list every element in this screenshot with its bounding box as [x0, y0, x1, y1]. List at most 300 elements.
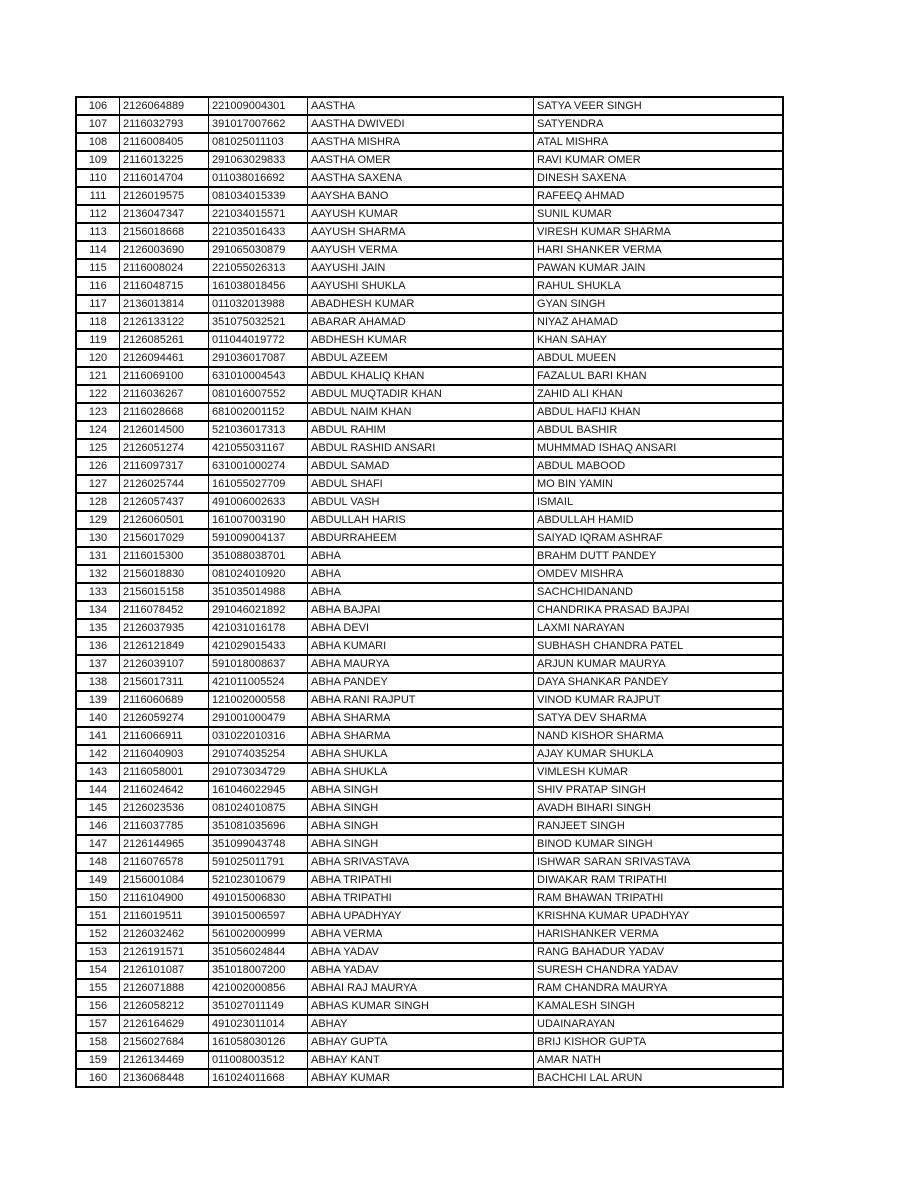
table-row [76, 727, 783, 745]
table-cell: MUHMMAD ISHAQ ANSARI [534, 439, 784, 457]
table-cell: 521036017313 [209, 421, 308, 439]
table-cell: AAYSHA BANO [308, 187, 534, 205]
table-cell: 118 [76, 313, 120, 331]
table-row [76, 1033, 783, 1051]
table-cell: ABHA SHUKLA [308, 745, 534, 763]
table-cell: ABHA TRIPATHI [308, 871, 534, 889]
table-cell: PAWAN KUMAR JAIN [534, 259, 784, 277]
table-cell: 2116104900 [120, 889, 209, 907]
table-cell: 2126039107 [120, 655, 209, 673]
table-cell: ABDUL RAHIM [308, 421, 534, 439]
table-cell: 291001000479 [209, 709, 308, 727]
table-row [76, 763, 783, 781]
table-cell: SUNIL KUMAR [534, 205, 784, 223]
table-cell: 2116060689 [120, 691, 209, 709]
table-cell: 081034015339 [209, 187, 308, 205]
table-cell: 2126023536 [120, 799, 209, 817]
table-row [76, 835, 783, 853]
table-cell: 081024010875 [209, 799, 308, 817]
table-row [76, 943, 783, 961]
table-cell: 2116078452 [120, 601, 209, 619]
table-cell: 106 [76, 97, 120, 115]
table-row [76, 547, 783, 565]
table-cell: AMAR NATH [534, 1051, 784, 1069]
table-cell: ABDULLAH HAMID [534, 511, 784, 529]
table-cell: SURESH CHANDRA YADAV [534, 961, 784, 979]
table-cell: 2116008405 [120, 133, 209, 151]
table-cell: AAYUSHI SHUKLA [308, 277, 534, 295]
table-row [76, 565, 783, 583]
records-table-body [76, 97, 783, 1087]
table-cell: ABHAI RAJ MAURYA [308, 979, 534, 997]
table-cell: 123 [76, 403, 120, 421]
table-cell: NIYAZ AHAMAD [534, 313, 784, 331]
table-cell: 2126058212 [120, 997, 209, 1015]
table-cell: RAFEEQ AHMAD [534, 187, 784, 205]
table-cell: 2116069100 [120, 367, 209, 385]
records-table [75, 96, 784, 1088]
table-cell: 117 [76, 295, 120, 313]
table-cell: 2126101087 [120, 961, 209, 979]
table-cell: 081016007552 [209, 385, 308, 403]
table-cell: BRAHM DUTT PANDEY [534, 547, 784, 565]
table-cell: RANJEET SINGH [534, 817, 784, 835]
table-cell: DAYA SHANKAR PANDEY [534, 673, 784, 691]
table-cell: 151 [76, 907, 120, 925]
table-cell: 149 [76, 871, 120, 889]
table-cell: 291074035254 [209, 745, 308, 763]
table-cell: ABHA BAJPAI [308, 601, 534, 619]
table-cell: 143 [76, 763, 120, 781]
table-cell: 011032013988 [209, 295, 308, 313]
table-cell: 2136068448 [120, 1069, 209, 1087]
table-cell: 116 [76, 277, 120, 295]
table-cell: 291036017087 [209, 349, 308, 367]
table-cell: 2116040903 [120, 745, 209, 763]
table-cell: 221055026313 [209, 259, 308, 277]
table-cell: 081024010920 [209, 565, 308, 583]
table-row [76, 133, 783, 151]
table-cell: 2126025744 [120, 475, 209, 493]
table-cell: 561002000999 [209, 925, 308, 943]
table-cell: 157 [76, 1015, 120, 1033]
table-row [76, 601, 783, 619]
table-cell: SHIV PRATAP SINGH [534, 781, 784, 799]
table-cell: 421002000856 [209, 979, 308, 997]
table-cell: 142 [76, 745, 120, 763]
table-row [76, 493, 783, 511]
table-cell: KAMALESH SINGH [534, 997, 784, 1015]
table-row [76, 349, 783, 367]
table-cell: 2126014500 [120, 421, 209, 439]
table-cell: 221034015571 [209, 205, 308, 223]
table-cell: 113 [76, 223, 120, 241]
table-cell: 161055027709 [209, 475, 308, 493]
table-cell: 2126003690 [120, 241, 209, 259]
table-cell: 2116037785 [120, 817, 209, 835]
table-cell: ABHA SINGH [308, 781, 534, 799]
table-cell: ABHA SHUKLA [308, 763, 534, 781]
table-row [76, 1015, 783, 1033]
table-cell: 131 [76, 547, 120, 565]
table-cell: 291046021892 [209, 601, 308, 619]
table-row [76, 781, 783, 799]
table-cell: ABDUL SHAFI [308, 475, 534, 493]
table-cell: 2126164629 [120, 1015, 209, 1033]
table-cell: 148 [76, 853, 120, 871]
table-cell: 2126059274 [120, 709, 209, 727]
table-cell: KHAN SAHAY [534, 331, 784, 349]
table-cell: 011044019772 [209, 331, 308, 349]
table-cell: 138 [76, 673, 120, 691]
table-cell: ABDUL SAMAD [308, 457, 534, 475]
table-cell: 125 [76, 439, 120, 457]
table-row [76, 961, 783, 979]
table-cell: 112 [76, 205, 120, 223]
table-cell: ABDUL MUQTADIR KHAN [308, 385, 534, 403]
table-cell: 156 [76, 997, 120, 1015]
table-row [76, 871, 783, 889]
table-cell: AJAY KUMAR SHUKLA [534, 745, 784, 763]
table-cell: VIRESH KUMAR SHARMA [534, 223, 784, 241]
table-cell: 121002000558 [209, 691, 308, 709]
table-cell: AASTHA OMER [308, 151, 534, 169]
table-row [76, 169, 783, 187]
table-cell: ABHA [308, 583, 534, 601]
table-cell: AAYUSH VERMA [308, 241, 534, 259]
table-row [76, 673, 783, 691]
table-cell: 2116019511 [120, 907, 209, 925]
table-cell: 351081035696 [209, 817, 308, 835]
table-cell: FAZALUL BARI KHAN [534, 367, 784, 385]
table-cell: 134 [76, 601, 120, 619]
table-cell: ABDHESH KUMAR [308, 331, 534, 349]
table-row [76, 313, 783, 331]
table-cell: ABHA PANDEY [308, 673, 534, 691]
table-row [76, 853, 783, 871]
table-row [76, 475, 783, 493]
table-cell: AASTHA DWIVEDI [308, 115, 534, 133]
table-cell: 141 [76, 727, 120, 745]
table-cell: AAYUSH SHARMA [308, 223, 534, 241]
table-cell: SATYA VEER SINGH [534, 97, 784, 115]
table-cell: RAM BHAWAN TRIPATHI [534, 889, 784, 907]
table-cell: 2126191571 [120, 943, 209, 961]
table-cell: 127 [76, 475, 120, 493]
table-cell: 2136013814 [120, 295, 209, 313]
table-cell: SATYA DEV SHARMA [534, 709, 784, 727]
table-cell: 591018008637 [209, 655, 308, 673]
table-cell: 681002001152 [209, 403, 308, 421]
table-cell: 2126060501 [120, 511, 209, 529]
table-cell: 159 [76, 1051, 120, 1069]
table-row [76, 457, 783, 475]
table-cell: 110 [76, 169, 120, 187]
table-cell: 2126051274 [120, 439, 209, 457]
table-cell: ARJUN KUMAR MAURYA [534, 655, 784, 673]
table-cell: 291073034729 [209, 763, 308, 781]
table-cell: RAHUL SHUKLA [534, 277, 784, 295]
table-cell: DIWAKAR RAM TRIPATHI [534, 871, 784, 889]
table-cell: 391017007662 [209, 115, 308, 133]
table-cell: 351088038701 [209, 547, 308, 565]
table-cell: 150 [76, 889, 120, 907]
table-cell: 124 [76, 421, 120, 439]
table-cell: ABDURRAHEEM [308, 529, 534, 547]
table-row [76, 187, 783, 205]
table-cell: 2156018668 [120, 223, 209, 241]
table-row [76, 97, 783, 115]
table-cell: 2156018830 [120, 565, 209, 583]
table-cell: 2136047347 [120, 205, 209, 223]
table-cell: 011008003512 [209, 1051, 308, 1069]
table-row [76, 619, 783, 637]
table-cell: ABHA SRIVASTAVA [308, 853, 534, 871]
table-row [76, 403, 783, 421]
table-cell: AAYUSHI JAIN [308, 259, 534, 277]
table-cell: ABHA UPADHYAY [308, 907, 534, 925]
table-cell: 161058030126 [209, 1033, 308, 1051]
table-cell: BINOD KUMAR SINGH [534, 835, 784, 853]
table-cell: 2126085261 [120, 331, 209, 349]
table-row [76, 1069, 783, 1087]
table-cell: ZAHID ALI KHAN [534, 385, 784, 403]
table-cell: 146 [76, 817, 120, 835]
table-cell: 108 [76, 133, 120, 151]
table-cell: 161024011668 [209, 1069, 308, 1087]
table-cell: 107 [76, 115, 120, 133]
table-cell: ABDUL RASHID ANSARI [308, 439, 534, 457]
table-cell: BACHCHI LAL ARUN [534, 1069, 784, 1087]
table-row [76, 799, 783, 817]
table-cell: 221035016433 [209, 223, 308, 241]
table-row [76, 979, 783, 997]
table-cell: 140 [76, 709, 120, 727]
table-cell: 129 [76, 511, 120, 529]
table-cell: 2126144965 [120, 835, 209, 853]
table-cell: ABHA MAURYA [308, 655, 534, 673]
table-cell: HARI SHANKER VERMA [534, 241, 784, 259]
table-cell: 2116024642 [120, 781, 209, 799]
table-cell: 2116058001 [120, 763, 209, 781]
table-cell: 2156015158 [120, 583, 209, 601]
table-cell: ABHAY GUPTA [308, 1033, 534, 1051]
table-cell: ABHA SINGH [308, 799, 534, 817]
table-cell: 109 [76, 151, 120, 169]
table-row [76, 583, 783, 601]
table-cell: SATYENDRA [534, 115, 784, 133]
table-cell: 521023010679 [209, 871, 308, 889]
table-cell: VINOD KUMAR RAJPUT [534, 691, 784, 709]
table-cell: AASTHA [308, 97, 534, 115]
table-cell: KRISHNA KUMAR UPADHYAY [534, 907, 784, 925]
table-cell: 144 [76, 781, 120, 799]
table-row [76, 151, 783, 169]
table-cell: RAM CHANDRA MAURYA [534, 979, 784, 997]
table-cell: 2126094461 [120, 349, 209, 367]
table-cell: 421055031167 [209, 439, 308, 457]
table-row [76, 439, 783, 457]
table-cell: 155 [76, 979, 120, 997]
table-cell: UDAINARAYAN [534, 1015, 784, 1033]
table-cell: AASTHA SAXENA [308, 169, 534, 187]
table-cell: 2126071888 [120, 979, 209, 997]
table-cell: 291065030879 [209, 241, 308, 259]
table-cell: SUBHASH CHANDRA PATEL [534, 637, 784, 655]
table-row [76, 421, 783, 439]
table-cell: 2126121849 [120, 637, 209, 655]
table-cell: 132 [76, 565, 120, 583]
table-cell: 135 [76, 619, 120, 637]
table-cell: ABHA KUMARI [308, 637, 534, 655]
table-cell: 2116048715 [120, 277, 209, 295]
table-cell: GYAN SINGH [534, 295, 784, 313]
table-cell: 631010004543 [209, 367, 308, 385]
table-cell: 2116076578 [120, 853, 209, 871]
table-cell: NAND KISHOR SHARMA [534, 727, 784, 745]
table-cell: 2156001084 [120, 871, 209, 889]
table-cell: 114 [76, 241, 120, 259]
table-row [76, 529, 783, 547]
table-row [76, 277, 783, 295]
table-cell: 2116015300 [120, 547, 209, 565]
table-cell: ABHA YADAV [308, 961, 534, 979]
table-cell: 351075032521 [209, 313, 308, 331]
table-cell: 081025011103 [209, 133, 308, 151]
table-cell: ABHAY KANT [308, 1051, 534, 1069]
table-row [76, 511, 783, 529]
table-cell: 2156017029 [120, 529, 209, 547]
table-cell: ABHA TRIPATHI [308, 889, 534, 907]
table-cell: 2156027684 [120, 1033, 209, 1051]
table-cell: AAYUSH KUMAR [308, 205, 534, 223]
table-cell: SACHCHIDANAND [534, 583, 784, 601]
table-row [76, 367, 783, 385]
table-row [76, 295, 783, 313]
table-cell: 2126032462 [120, 925, 209, 943]
table-cell: 491023011014 [209, 1015, 308, 1033]
table-cell: 145 [76, 799, 120, 817]
table-cell: 161038018456 [209, 277, 308, 295]
table-cell: 2116013225 [120, 151, 209, 169]
table-cell: 421031016178 [209, 619, 308, 637]
table-cell: ABDUL AZEEM [308, 349, 534, 367]
table-cell: 2126134469 [120, 1051, 209, 1069]
table-cell: 147 [76, 835, 120, 853]
table-cell: 133 [76, 583, 120, 601]
table-cell: ABDUL HAFIJ KHAN [534, 403, 784, 421]
table-cell: 2156017311 [120, 673, 209, 691]
table-cell: 161007003190 [209, 511, 308, 529]
table-cell: ABDUL VASH [308, 493, 534, 511]
table-cell: 137 [76, 655, 120, 673]
table-cell: CHANDRIKA PRASAD BAJPAI [534, 601, 784, 619]
table-cell: 153 [76, 943, 120, 961]
table-cell: ABARAR AHAMAD [308, 313, 534, 331]
table-cell: 115 [76, 259, 120, 277]
table-cell: 119 [76, 331, 120, 349]
table-row [76, 223, 783, 241]
table-cell: 591025011791 [209, 853, 308, 871]
table-cell: 351056024844 [209, 943, 308, 961]
table-row [76, 907, 783, 925]
table-row [76, 259, 783, 277]
table-row [76, 691, 783, 709]
table-cell: 111 [76, 187, 120, 205]
table-cell: 160 [76, 1069, 120, 1087]
table-cell: HARISHANKER VERMA [534, 925, 784, 943]
table-cell: AASTHA MISHRA [308, 133, 534, 151]
table-cell: 2126133122 [120, 313, 209, 331]
table-row [76, 205, 783, 223]
table-cell: 152 [76, 925, 120, 943]
table-cell: 2116008024 [120, 259, 209, 277]
table-cell: 351099043748 [209, 835, 308, 853]
table-cell: 2116097317 [120, 457, 209, 475]
table-cell: 2116036267 [120, 385, 209, 403]
table-cell: SAIYAD IQRAM ASHRAF [534, 529, 784, 547]
table-cell: ABHA [308, 547, 534, 565]
table-row [76, 889, 783, 907]
table-cell: MO BIN YAMIN [534, 475, 784, 493]
table-cell: 158 [76, 1033, 120, 1051]
table-cell: RANG BAHADUR YADAV [534, 943, 784, 961]
table-cell: VIMLESH KUMAR [534, 763, 784, 781]
table-cell: 130 [76, 529, 120, 547]
table-cell: 351027011149 [209, 997, 308, 1015]
table-cell: 2126064889 [120, 97, 209, 115]
table-cell: 221009004301 [209, 97, 308, 115]
table-cell: 2116066911 [120, 727, 209, 745]
table-cell: ABHA SINGH [308, 817, 534, 835]
table-cell: ISMAIL [534, 493, 784, 511]
table-cell: 126 [76, 457, 120, 475]
table-row [76, 331, 783, 349]
table-cell: 291063029833 [209, 151, 308, 169]
table-cell: RAVI KUMAR OMER [534, 151, 784, 169]
table-row [76, 817, 783, 835]
table-cell: ABHA RANI RAJPUT [308, 691, 534, 709]
table-cell: OMDEV MISHRA [534, 565, 784, 583]
table-row [76, 997, 783, 1015]
table-row [76, 241, 783, 259]
table-cell: 491015006830 [209, 889, 308, 907]
table-cell: ABHA [308, 565, 534, 583]
table-row [76, 709, 783, 727]
table-cell: BRIJ KISHOR GUPTA [534, 1033, 784, 1051]
table-cell: ABDUL KHALIQ KHAN [308, 367, 534, 385]
table-cell: ABHAS KUMAR SINGH [308, 997, 534, 1015]
table-cell: 2126019575 [120, 187, 209, 205]
table-row [76, 1051, 783, 1069]
table-cell: ABDUL NAIM KHAN [308, 403, 534, 421]
table-cell: 121 [76, 367, 120, 385]
table-row [76, 655, 783, 673]
table-cell: ABDUL MUEEN [534, 349, 784, 367]
table-cell: 154 [76, 961, 120, 979]
table-cell: ABDULLAH HARIS [308, 511, 534, 529]
table-row [76, 745, 783, 763]
table-cell: 128 [76, 493, 120, 511]
table-cell: 2116032793 [120, 115, 209, 133]
table-cell: 351035014988 [209, 583, 308, 601]
table-cell: ABHA SHARMA [308, 727, 534, 745]
table-cell: 421011005524 [209, 673, 308, 691]
table-cell: 136 [76, 637, 120, 655]
table-cell: ATAL MISHRA [534, 133, 784, 151]
table-cell: 161046022945 [209, 781, 308, 799]
table-row [76, 385, 783, 403]
